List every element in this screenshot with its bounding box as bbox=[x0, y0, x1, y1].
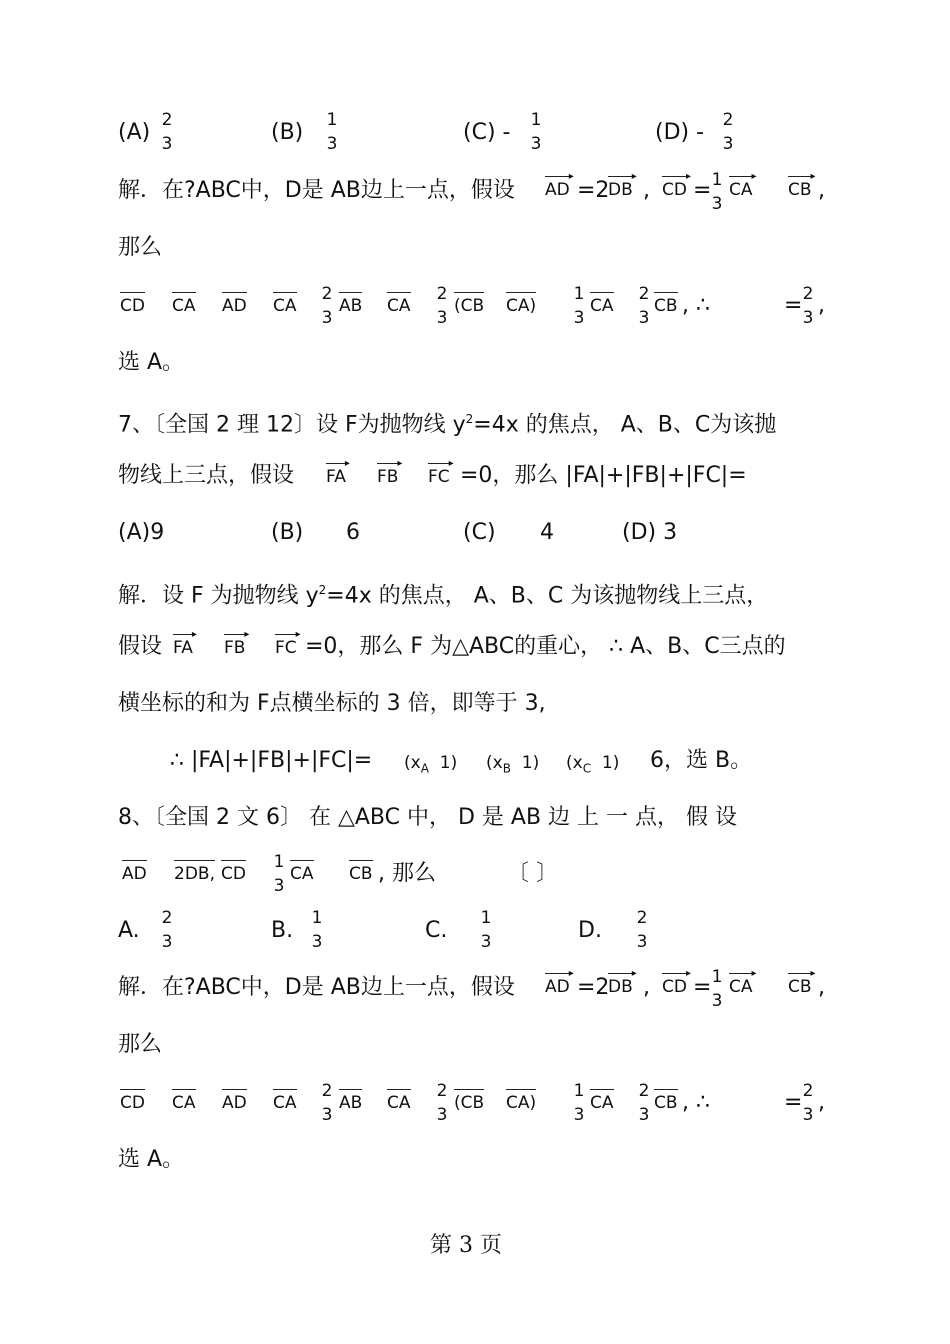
comma: , bbox=[818, 293, 825, 318]
then-label: , 那么 bbox=[378, 861, 436, 886]
vector-ab: AB bbox=[339, 1093, 363, 1113]
fraction-two-thirds: 2 3 bbox=[321, 284, 333, 328]
option-a-fraction: 2 3 bbox=[161, 110, 173, 154]
fraction-one-third: 1 3 bbox=[711, 170, 723, 214]
vector-ca: CA ▸ bbox=[729, 180, 753, 200]
term-xa: ($x_A$ 1) bbox=[404, 753, 458, 776]
vector-db: DB ▸ bbox=[608, 180, 633, 200]
option-c-label: (C) - bbox=[463, 120, 511, 145]
vector-cd: CD bbox=[221, 864, 246, 884]
vector-ca: CA bbox=[590, 1093, 614, 1113]
vector-fc: FC ▸ bbox=[428, 467, 450, 487]
fraction-one-third: 1 3 bbox=[573, 284, 585, 328]
answer-choice: 选 A。 bbox=[118, 350, 185, 375]
vector-fb: FB ▸ bbox=[224, 638, 245, 658]
vector-cd: CD bbox=[120, 296, 145, 316]
vector-ca: CA bbox=[273, 1093, 297, 1113]
page-number: 第 3 页 bbox=[430, 1233, 502, 1258]
vector-cd: CD bbox=[120, 1093, 145, 1113]
vector-ad: AD bbox=[222, 1093, 247, 1113]
solution-7-line-2b: =0，那么 F 为△ABC的重心， ∴ A、B、C三点的 bbox=[305, 634, 786, 659]
comma: , bbox=[643, 975, 650, 1000]
option-d-fraction: 2 3 bbox=[722, 110, 734, 154]
fraction-one-third: 1 3 bbox=[573, 1081, 585, 1125]
vector-db: DB ▸ bbox=[608, 977, 633, 997]
solution-7-result: 6，选 B。 bbox=[650, 748, 753, 773]
option-b-fraction: 1 3 bbox=[311, 908, 323, 952]
vector-ca: CA bbox=[590, 296, 614, 316]
option-b-value: 6 bbox=[346, 520, 360, 545]
vector-ca: CA bbox=[172, 1093, 196, 1113]
equals: = bbox=[784, 1090, 803, 1115]
then-label: 那么 bbox=[118, 1032, 163, 1057]
comma: , bbox=[818, 1090, 825, 1115]
vector-fc: FC ▸ bbox=[275, 638, 297, 658]
fraction-one-third: 1 3 bbox=[711, 967, 723, 1011]
fraction-two-thirds: 2 3 bbox=[638, 1081, 650, 1125]
answer-choice: 选 A。 bbox=[118, 1147, 185, 1172]
option-a: (A)9 bbox=[118, 520, 165, 545]
solution-7-line-2a: 假设 bbox=[118, 634, 163, 659]
fraction-two-thirds: 2 3 bbox=[638, 284, 650, 328]
vector-cb: CB ▸ bbox=[788, 977, 812, 997]
vector-ad: AD bbox=[122, 864, 147, 884]
answer-bracket: 〔 〕 bbox=[507, 861, 558, 886]
fraction-one-third: 1 3 bbox=[273, 852, 285, 896]
question-7-line-1: 7、〔全国 2 理 12〕设 F为抛物线 $y^2=4x$ 的焦点， A、B、C为该抛 bbox=[118, 412, 777, 438]
fraction-two-thirds: 2 3 bbox=[436, 284, 448, 328]
question-8-line-1: 8、〔全国 2 文 6〕 在 △ABC 中， D 是 AB 边 上 一 点， 假 设 bbox=[118, 805, 738, 830]
option-d: (D) 3 bbox=[622, 520, 678, 545]
vector-ad: AD bbox=[222, 296, 247, 316]
comma: , bbox=[818, 975, 825, 1000]
then-label: 那么 bbox=[118, 235, 163, 260]
solution-intro: 解．在?ABC中，D是 AB边上一点，假设 bbox=[118, 178, 515, 203]
option-d-label: (D) - bbox=[655, 120, 705, 145]
vector-cb: CB bbox=[349, 864, 373, 884]
fraction-two-thirds: 2 3 bbox=[436, 1081, 448, 1125]
equals-two: =2 bbox=[577, 975, 610, 1000]
term-xc: ($x_C$ 1) bbox=[566, 753, 620, 776]
vector-ad: AD ▸ bbox=[545, 977, 570, 997]
solution-7-line-1: 解．设 F 为抛物线 $y^2=4x$ 的焦点， A、B、C 为该抛物线上三点， bbox=[118, 583, 769, 609]
vector-ca: CA bbox=[273, 296, 297, 316]
vector-cb: CB ▸ bbox=[788, 180, 812, 200]
vector-ab: AB bbox=[339, 296, 363, 316]
option-d-fraction: 2 3 bbox=[636, 908, 648, 952]
equals: = bbox=[693, 975, 712, 1000]
solution-intro: 解．在?ABC中，D是 AB边上一点，假设 bbox=[118, 975, 515, 1000]
option-c-fraction: 1 3 bbox=[480, 908, 492, 952]
vector-cd: CD ▸ bbox=[662, 180, 687, 200]
comma: , bbox=[643, 178, 650, 203]
option-b-label: (B) bbox=[271, 120, 304, 145]
vector-ca: CA bbox=[172, 296, 196, 316]
vector-cb: CB bbox=[654, 296, 678, 316]
therefore-symbol: , ∴ bbox=[682, 293, 710, 318]
equals: = bbox=[693, 178, 712, 203]
equals: = bbox=[784, 293, 803, 318]
option-a-label: (A) bbox=[118, 120, 151, 145]
vector-fa: FA ▸ bbox=[173, 638, 193, 658]
term-xb: ($x_B$ 1) bbox=[486, 753, 540, 776]
question-7-line-2b: =0，那么 |FA|+|FB|+|FC|= bbox=[460, 463, 747, 488]
equals-two: =2 bbox=[577, 178, 610, 203]
option-b: (B) bbox=[271, 520, 304, 545]
option-c-value: 4 bbox=[540, 520, 554, 545]
option-b: B. bbox=[271, 918, 294, 943]
vector-cb: (CB bbox=[454, 296, 485, 316]
option-c: C. bbox=[425, 918, 448, 943]
vector-ca: CA bbox=[290, 864, 314, 884]
option-c: (C) bbox=[463, 520, 496, 545]
vector-ca: CA) bbox=[506, 1093, 537, 1113]
option-b-fraction: 1 3 bbox=[326, 110, 338, 154]
option-d: D. bbox=[578, 918, 602, 943]
comma: , bbox=[818, 178, 825, 203]
vector-fb: FB ▸ bbox=[377, 467, 398, 487]
vector-fa: FA ▸ bbox=[326, 467, 346, 487]
vector-ad: AD ▸ bbox=[545, 180, 570, 200]
vector-ca: CA ▸ bbox=[729, 977, 753, 997]
vector-cb: CB bbox=[654, 1093, 678, 1113]
therefore-symbol: , ∴ bbox=[682, 1090, 710, 1115]
question-7-line-2a: 物线上三点，假设 bbox=[118, 463, 295, 488]
option-a: A. bbox=[118, 918, 140, 943]
fraction-two-thirds: 2 3 bbox=[802, 1081, 814, 1125]
option-a-fraction: 2 3 bbox=[161, 908, 173, 952]
option-c-fraction: 1 3 bbox=[530, 110, 542, 154]
vector-cb: (CB bbox=[454, 1093, 485, 1113]
vector-ca: CA bbox=[387, 1093, 411, 1113]
solution-7-line-4: ∴ |FA|+|FB|+|FC|= bbox=[170, 748, 373, 773]
solution-7-line-3: 横坐标的和为 F点横坐标的 3 倍，即等于 3, bbox=[118, 691, 546, 716]
vector-2db: 2DB, bbox=[174, 864, 215, 884]
fraction-two-thirds: 2 3 bbox=[321, 1081, 333, 1125]
vector-cd: CD ▸ bbox=[662, 977, 687, 997]
vector-ca: CA) bbox=[506, 296, 537, 316]
vector-ca: CA bbox=[387, 296, 411, 316]
fraction-two-thirds: 2 3 bbox=[802, 284, 814, 328]
